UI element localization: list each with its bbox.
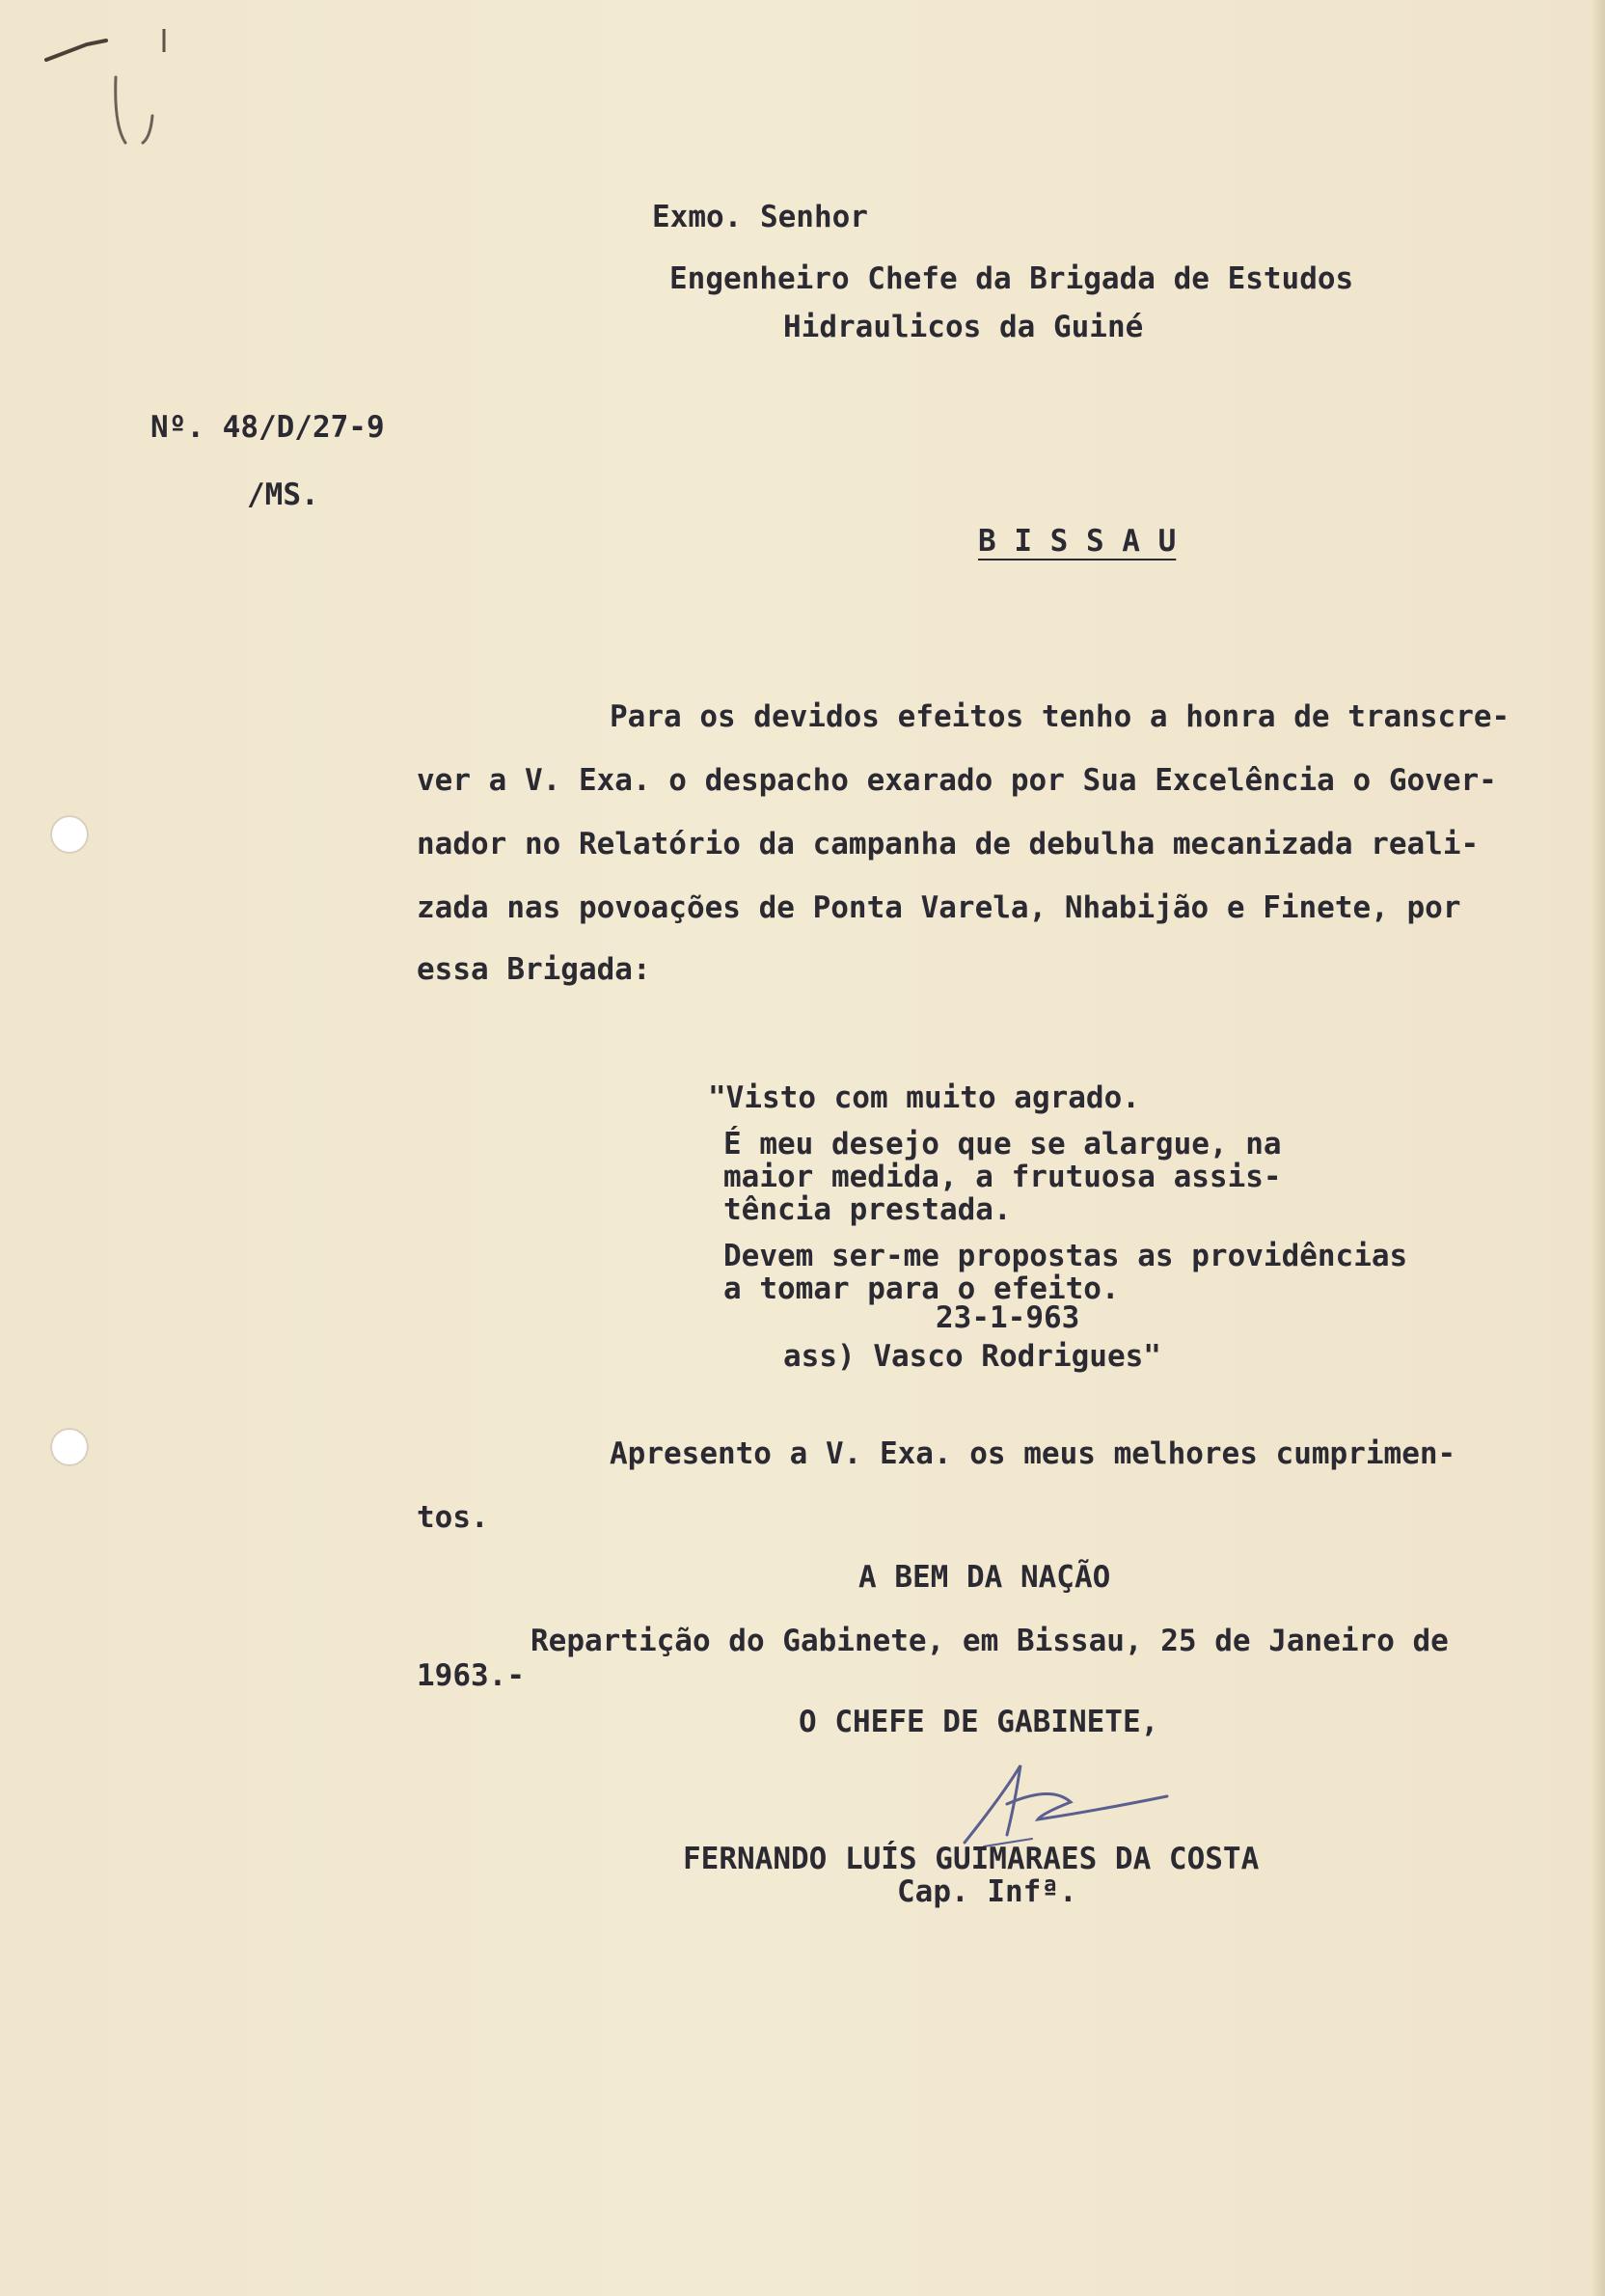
closing-line-1: Apresento a V. Exa. os meus melhores cumprimen- <box>610 1436 1456 1471</box>
body-line-4: zada nas povoações de Ponta Varela, Nhabijão e Finete, por <box>417 890 1461 925</box>
quote-line-4: tência prestada. <box>723 1192 1012 1227</box>
quote-line-3: maior medida, a frutuosa assis- <box>723 1160 1282 1194</box>
quote-line-5: Devem ser-me propostas as providências <box>723 1239 1408 1273</box>
motto: A BEM DA NAÇÃO <box>858 1560 1111 1595</box>
quote-line-6: a tomar para o efeito. <box>723 1271 1120 1306</box>
quote-line-2: É meu desejo que se alargue, na <box>723 1127 1282 1162</box>
paper-edge <box>1590 0 1605 2296</box>
reference-suffix: /MS. <box>247 478 319 512</box>
place-date-line-1: Repartição do Gabinete, em Bissau, 25 de Janeiro de <box>530 1624 1449 1658</box>
reference-number: Nº. 48/D/27-9 <box>150 410 385 445</box>
pencil-mark <box>39 19 174 154</box>
location-heading: B I S S A U <box>978 524 1177 559</box>
signatory-title: O CHEFE DE GABINETE, <box>799 1705 1159 1739</box>
body-line-5: essa Brigada: <box>417 952 651 987</box>
signatory-name: FERNANDO LUÍS GUIMARAES DA COSTA <box>683 1842 1260 1876</box>
quote-date: 23-1-963 <box>936 1300 1080 1335</box>
salutation: Exmo. Senhor <box>652 200 868 234</box>
body-line-2: ver a V. Exa. o despacho exarado por Sua Excelência o Gover- <box>417 763 1497 798</box>
addressee-line-2: Hidraulicos da Guiné <box>783 310 1144 344</box>
body-line-1: Para os devidos efeitos tenho a honra de transcre- <box>610 699 1510 734</box>
quote-signature: ass) Vasco Rodrigues" <box>783 1339 1161 1374</box>
place-date-line-2: 1963.- <box>417 1658 525 1693</box>
closing-line-2: tos. <box>417 1500 489 1535</box>
signatory-rank: Cap. Infª. <box>897 1874 1077 1909</box>
addressee-line-1: Engenheiro Chefe da Brigada de Estudos <box>669 261 1354 296</box>
handwritten-signature <box>945 1746 1177 1852</box>
quote-line-1: "Visto com muito agrado. <box>708 1080 1140 1115</box>
body-line-3: nador no Relatório da campanha de debulha mecanizada reali- <box>417 827 1480 861</box>
punch-hole-top <box>50 815 89 854</box>
punch-hole-bottom <box>50 1428 89 1466</box>
